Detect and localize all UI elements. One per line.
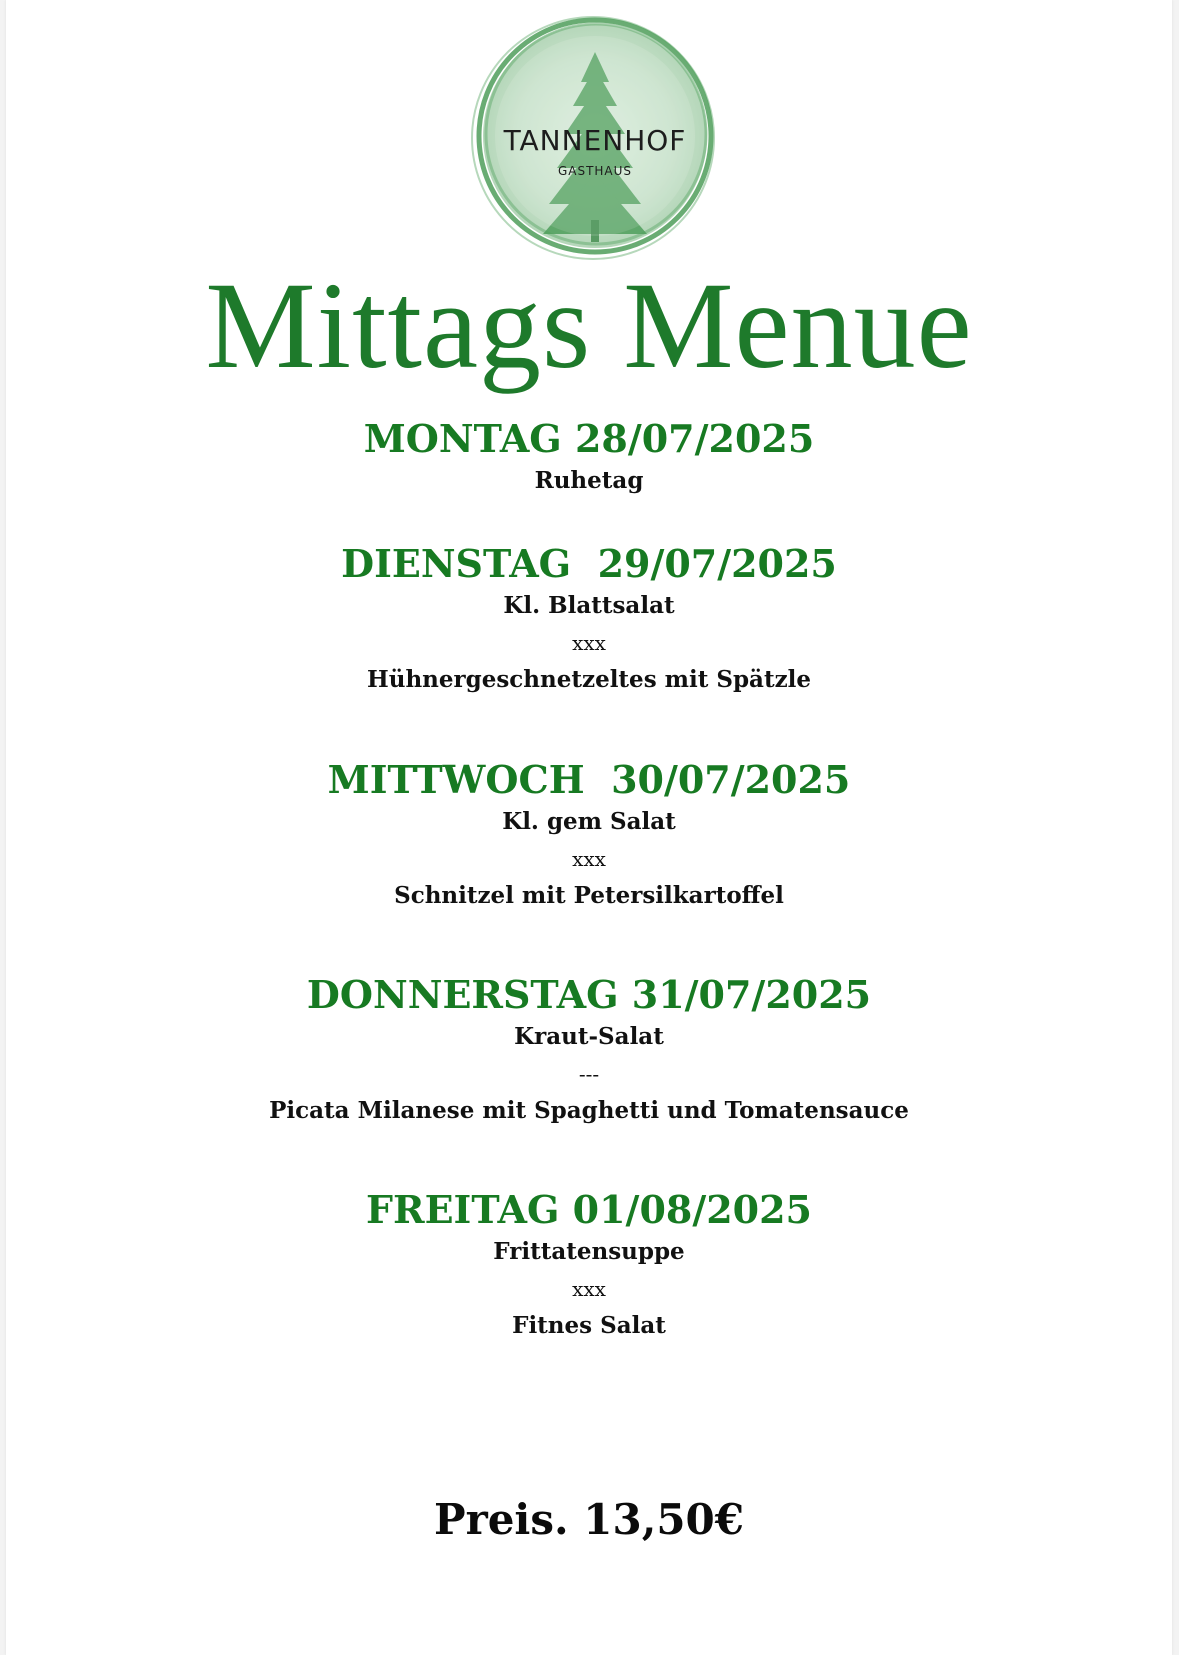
dish-line: Frittatensuppe bbox=[493, 1238, 685, 1265]
dish-line: Kraut-Salat bbox=[514, 1023, 664, 1050]
day-heading: MONTAG 28/07/2025 bbox=[363, 416, 815, 461]
logo-subtitle: GASTHAUS bbox=[557, 164, 633, 178]
menu-title: Mittags Menue bbox=[205, 257, 973, 394]
logo-name: TANNENHOF bbox=[503, 124, 687, 157]
day-monday bbox=[6, 416, 1172, 500]
menu-page bbox=[6, 0, 1172, 1655]
day-friday bbox=[6, 1187, 1172, 1345]
dish-line: Picata Milanese mit Spaghetti und Tomatensauce bbox=[269, 1097, 909, 1124]
day-wednesday bbox=[6, 757, 1172, 915]
course-separator: xxx bbox=[572, 1277, 606, 1301]
tannenhof-logo bbox=[469, 10, 721, 262]
dish-line: Schnitzel mit Petersilkartoffel bbox=[394, 882, 784, 909]
menu-price: Preis. 13,50€ bbox=[433, 1495, 745, 1544]
day-heading: FREITAG 01/08/2025 bbox=[366, 1187, 812, 1232]
day-heading: DONNERSTAG 31/07/2025 bbox=[306, 972, 872, 1017]
day-thursday bbox=[6, 972, 1172, 1130]
day-heading: DIENSTAG 29/07/2025 bbox=[341, 541, 837, 586]
course-separator: xxx bbox=[572, 631, 606, 655]
dish-line: Hühnergeschnetzeltes mit Spätzle bbox=[366, 666, 812, 693]
day-heading: MITTWOCH 30/07/2025 bbox=[327, 757, 851, 802]
course-separator: --- bbox=[578, 1062, 600, 1086]
day-tuesday bbox=[6, 541, 1172, 699]
dish-line: Kl. gem Salat bbox=[502, 808, 676, 835]
dish-line: Kl. Blattsalat bbox=[503, 592, 675, 619]
course-separator: xxx bbox=[572, 847, 606, 871]
dish-line: Ruhetag bbox=[534, 467, 644, 494]
dish-line: Fitnes Salat bbox=[512, 1312, 666, 1339]
